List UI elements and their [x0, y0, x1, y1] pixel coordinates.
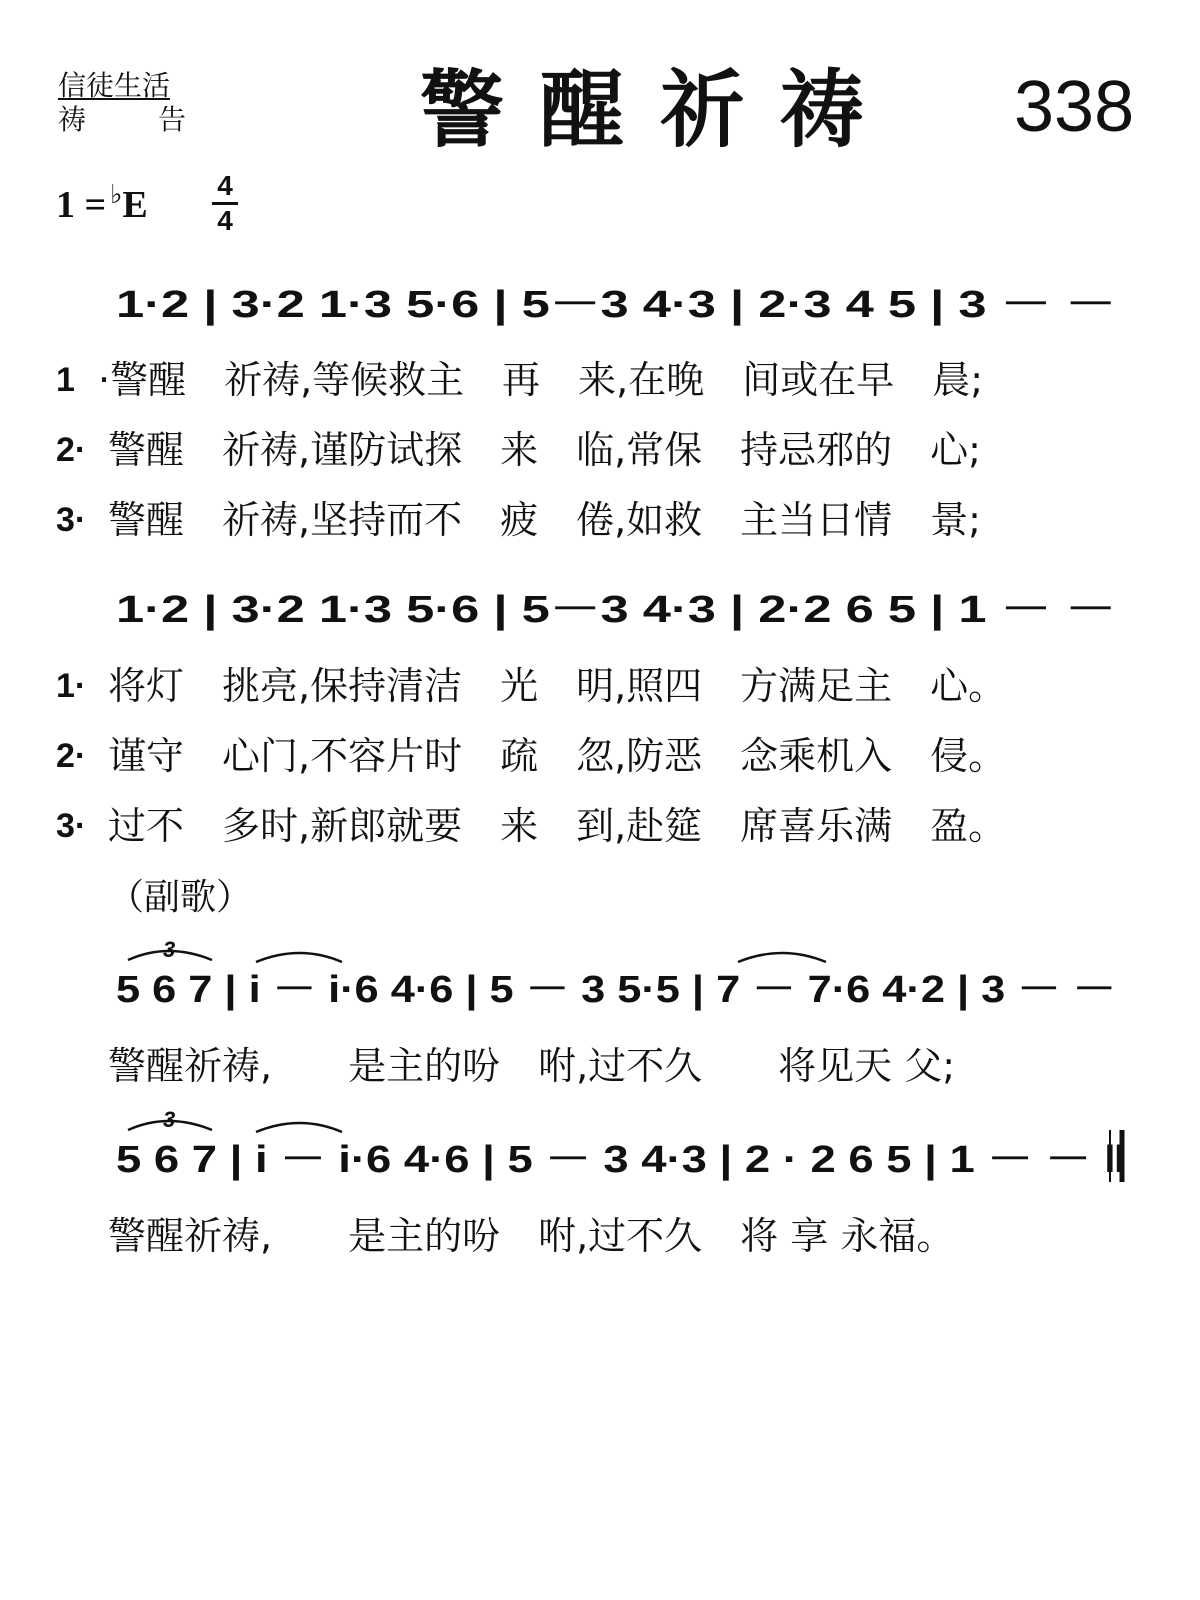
key-tonic: E [122, 184, 148, 226]
lyric-line: ·警醒 祈祷,等候救主 再 来,在晚 间或在早 晨; [98, 358, 984, 402]
verse-number: 3· [56, 807, 87, 845]
tie-arc-3 [256, 1123, 342, 1132]
notation-row-4: 5 6 7 | i － i·6 4·6 | 5 － 3 4·3 | 2 · 2 6 5 | 1 － － ‖ [116, 1139, 1126, 1181]
time-sig-top: 4 [217, 170, 233, 201]
time-sig-bottom: 4 [217, 205, 233, 236]
hymn-number: 338 [1014, 67, 1135, 147]
subcategory-right: 告 [157, 103, 186, 136]
verse-number: 2· [56, 431, 87, 469]
notation-row-1: 1·2 | 3·2 1·3 5·6 | 5－3 4·3 | 2·3 4 5 | 3 － － [116, 284, 1116, 326]
lyric-line: 谨守 心门,不容片时 疏 忽,防恶 念乘机入 侵。 [108, 734, 1007, 778]
verse-number: 2· [56, 737, 87, 775]
notation-row-2: 1·2 | 3·2 1·3 5·6 | 5－3 4·3 | 2·2 6 5 | 1 － － [116, 589, 1116, 631]
chorus-lyric-line: 警醒祈祷, 是主的吩 咐,过不久 将见天 父; [108, 1044, 956, 1088]
subcategory-left: 祷 [58, 103, 87, 136]
lyric-line: 将灯 挑亮,保持清洁 光 明,照四 方满足主 心。 [108, 664, 1007, 708]
chorus-lyric-line: 警醒祈祷, 是主的吩 咐,过不久 将 享 永福。 [108, 1214, 955, 1258]
verse-number: 1· [56, 667, 87, 705]
category-label: 信徒生活 [58, 69, 171, 102]
tie-arc-2 [738, 953, 826, 962]
lyric-line: 警醒 祈祷,谨防试探 来 临,常保 持忌邪的 心; [108, 428, 981, 472]
chorus-label: （副歌） [108, 877, 253, 918]
verse-number: 1 [56, 361, 75, 399]
lyric-line: 过不 多时,新郎就要 来 到,赴筵 席喜乐满 盈。 [108, 804, 1007, 848]
flat-sign: ♭ [110, 180, 123, 209]
notation-row-3: 5 6 7 | i － i·6 4·6 | 5 － 3 5·5 | 7 － 7·6 4·2 | 3 － － [116, 969, 1116, 1011]
lyric-line: 警醒 祈祷,坚持而不 疲 倦,如救 主当日情 景; [108, 498, 981, 542]
tie-arc-1 [256, 953, 342, 962]
hymn-title: 警醒祈祷 [420, 61, 901, 159]
triplet-mark-2: 3 [163, 1107, 176, 1132]
triplet-mark-1: 3 [163, 937, 176, 962]
key-prefix: 1 = [56, 184, 107, 226]
verse-number: 3· [56, 501, 87, 539]
